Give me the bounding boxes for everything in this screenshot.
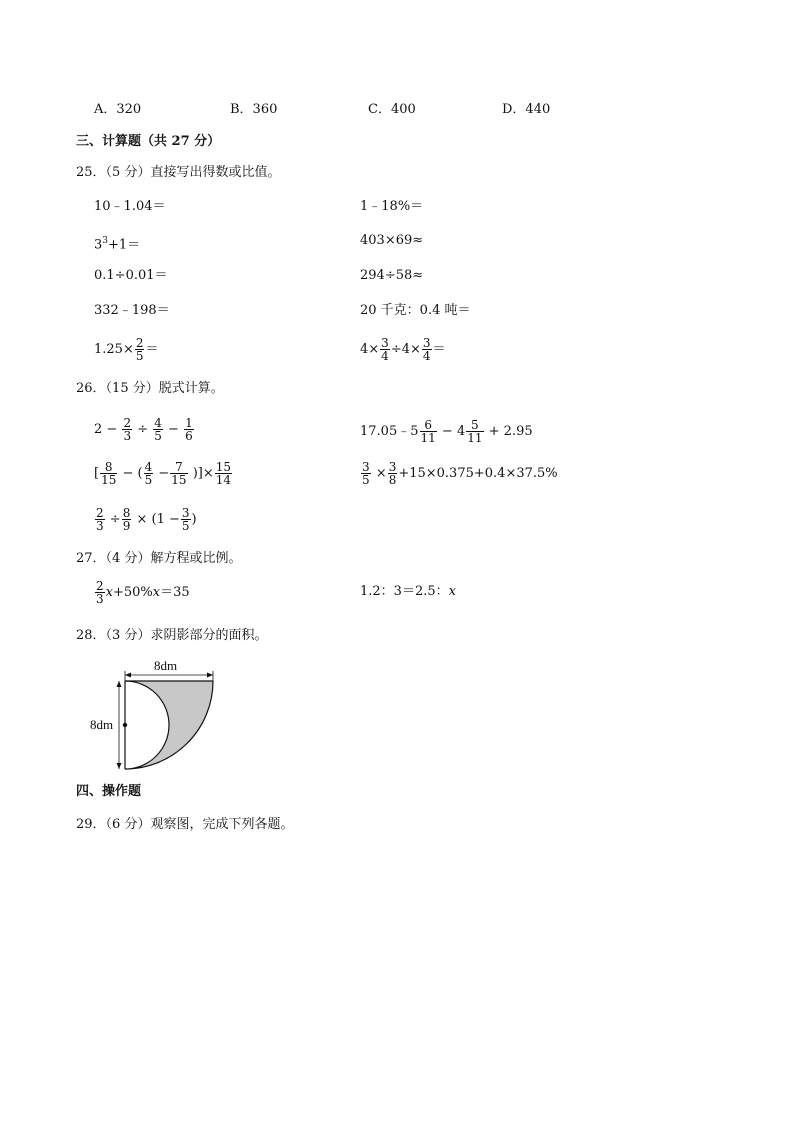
q25-item-3: $3^3+1=$ [94,236,141,253]
label-left: 8dm [90,717,114,732]
q25-item-2: 1﹣18%＝ [360,199,424,214]
q26-expr-2: 17.05﹣5 $\frac{6}{11}$ − 4 $\frac{5}{11}$ + 2.95 [360,418,533,445]
arrowhead [207,673,213,678]
arrowhead [117,763,122,769]
q25-item-10: 4× $\frac{3}{4}$ ÷4× $\frac{3}{4}$ ＝ [360,336,446,363]
q25-title: 25．（5 分）直接写出得数或比值。 [76,165,281,180]
q25-item-1: 10﹣1.04＝ [94,199,166,214]
q27-equation-1: $\frac{2}{3}$ x+50%x＝35 [96,579,190,606]
q26-title: 26．（15 分）脱式计算。 [76,381,224,396]
q25-item-6: 294÷58≈ [360,268,424,283]
q25-item-7: 332﹣198＝ [94,303,170,318]
q25-item-8: 20 千克：0.4 吨＝ [360,303,471,318]
q25-item-4: 403×69≈ [360,233,424,248]
q25-item-9: 1.25× $\frac{2}{5}$ ＝ [94,336,159,363]
option-c: C．400 [368,102,416,117]
q25-item-5: 0.1÷0.01＝ [94,268,168,283]
fraction: $\frac{3}{4}$ [422,336,431,363]
q26-expr-3: [ $\frac{8}{15}$ − ( $\frac{4}{5}$ − $\frac{7}{15}$ )]× $\frac{15}{14}$ [94,460,232,487]
q27-equation-2: 1.2：3＝2.5：x [360,584,456,599]
arrowhead [125,673,131,678]
center-dot [123,723,127,727]
arrowhead [117,681,122,687]
q29-title: 29．（6 分）观察图，完成下列各题。 [76,817,294,832]
option-b: B．360 [230,102,278,117]
section4-heading: 四、操作题 [76,784,142,799]
q26-expr-1: 2 − $\frac{2}{3}$ ÷ $\frac{4}{5}$ − $\frac{1}{6}$ [94,416,193,443]
q26-expr-5: $\frac{2}{3}$ ÷ $\frac{8}{9}$ × (1 − $\frac{3}{5}$ ) [96,506,197,533]
label-top: 8dm [154,658,178,673]
shaded-area-figure [88,654,222,774]
fraction: $\frac{3}{4}$ [381,336,389,363]
fraction: $\frac{2}{5}$ [135,336,144,363]
option-a: A．320 [94,102,142,117]
section3-heading: 三、计算题（共 27 分） [76,134,221,149]
q28-title: 28．（3 分）求阴影部分的面积。 [76,628,268,643]
q27-title: 27．（4 分）解方程或比例。 [76,551,242,566]
q26-expr-4: $\frac{3}{5}$ × $\frac{3}{8}$ +15×0.375+0.4×37.5% [362,460,558,487]
option-d: D．440 [502,102,551,117]
